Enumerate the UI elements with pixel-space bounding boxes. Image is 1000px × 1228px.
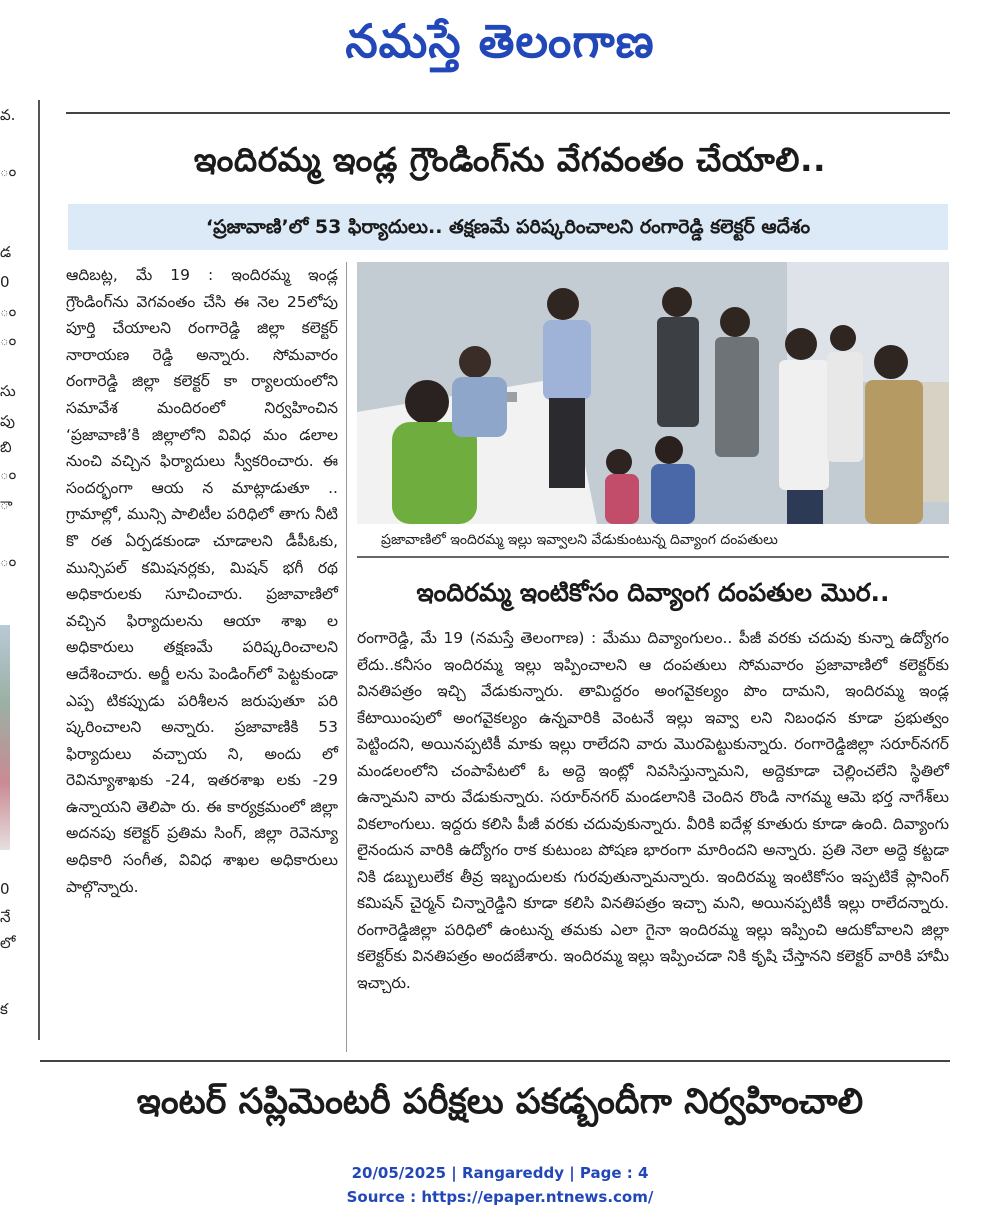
fragment-text: నే (0, 908, 11, 926)
fragment-text: ం (0, 331, 17, 349)
article-body: ఆదిబట్ల, మే 19 : ఇందిరమ్మ ఇండ్ల గ్రౌండింగ్‌ను వెగవంతం చేసి ఈ నెల 25లోపు పూర్తి చేయాలని రంగారెడ్డి జిల్లా కలెక్టర్ నారాయణ రెడ్డి అన్నారు. సోమవారం రంగారెడ్డి జిల్లా కలెక్టర్ కా ర్యాలయంలోని సమావేశ మందిరంలో నిర్వహించిన ‘ప్రజావాణి’కి జిల్లాలోని వివిధ మం డలాల నుంచి వచ్చిన ఫిర్యాదులు స్వీకరించారు. ఈ సందర్భంగా ఆయ న మాట్లాడుతూ .. గ్రామాల్లో, మున్సి పాలిటీల పరిధిలో తాగు నీటి కొ రత ఏర్పడకుండా చూడాలని డీపీఓకు, మున్సిపల్ కమిషనర్లకు, మిషన్ భగీ రథ అధికారులకు సూచించారు. ప్రజావాణిలో వచ్చిన ఫిర్యాదులను ఆయా శాఖ ల అధికారులు తక్షణమే పరిష్కరించాలని ఆదేశించారు. అర్జీ లను పెండింగ్‌లో పెట్టకుండా ఎప్ప టికప్పుడు పరిశీలన జరుపుతూ పరి ష్కరించాలని అన్నారు. ప్రజావాణికి 53 ఫిర్యాదులు వచ్చాయ ని, అందు లో రెవిన్యూశాఖకు -24, ఇతరశాఖ లకు -29 ఉన్నాయని తెలిపా రు. ఈ కార్యక్రమంలో జిల్లా అదనపు కలెక్టర్ ప్రతిమ సింగ్, జిల్లా రెవెన్యూ అధికారి సంగీత, వివిధ శాఖల అధికారులు పాల్గొన్నారు. (66, 266, 338, 896)
column-divider (38, 100, 40, 1040)
fragment-text: బి (0, 438, 12, 456)
fragment-text: లో (0, 934, 16, 952)
article-headline: ఇందిరమ్మ ఇండ్ల గ్రౌండింగ్‌ను వేగవంతం చేయాలి.. (193, 140, 827, 179)
fragment-text: ం (0, 465, 17, 483)
fragment-text: డ (0, 243, 12, 261)
section-divider (40, 1060, 950, 1062)
masthead-divider (66, 112, 950, 114)
adjacent-column-fragment (0, 100, 22, 1040)
newspaper-masthead: నమస్తే తెలంగాణ (345, 14, 655, 68)
caption-divider (357, 556, 949, 558)
fragment-text: క (0, 1000, 8, 1018)
column-divider (346, 262, 347, 1052)
fragment-text: 0 (0, 273, 10, 291)
footer-source-link[interactable]: Source : https://epaper.ntnews.com/ (346, 1188, 654, 1206)
fragment-text: ా (0, 495, 13, 513)
fragment-text: ం (0, 302, 17, 320)
photo-illustration (357, 262, 949, 524)
fragment-text: ం (0, 552, 17, 570)
fragment-text: ం (0, 162, 17, 180)
fragment-text: సు (0, 382, 16, 400)
adjacent-photo-fragment (0, 625, 10, 850)
article-subheadline: ‘ప్రజావాణి’లో 53 ఫిర్యాదులు.. తక్షణమే పరిష్కరించాలని రంగారెడ్డి కలెక్టర్ ఆదేశం (68, 204, 948, 250)
second-article-headline: ఇందిరమ్మ ఇంటికోసం దివ్యాంగ దంపతుల మొర.. (416, 578, 890, 607)
bottom-headline: ఇంటర్ సప్లిమెంటరీ పరీక్షలు పకడ్బందీగా నిర్వహించాలి (136, 1082, 864, 1122)
fragment-text: పు (0, 412, 15, 430)
fragment-text: వ. (0, 106, 16, 124)
news-photo (357, 262, 949, 524)
second-article-body: రంగారెడ్డి, మే 19 (నమస్తే తెలంగాణ) : మేము దివ్యాంగులం.. పీజీ వరకు చదువు కున్నా ఉద్యోగం లేదు..కనీసం ఇందిరమ్మ ఇల్లు ఇప్పించాలని ఆ దంపతులు సోమవారం ప్రజావాణిలో కలెక్టర్‌కు వినతిపత్రం ఇచ్చి వేడుకున్నారు. తామిద్దరం అంగవైకల్యం పొం దామని, ఇందిరమ్మ ఇండ్ల కేటాయింపులో అంగవైకల్యం ఉన్నవారికి వెంటనే ఇల్లు ఇవ్వా లని నిబంధన కూడా ప్రభుత్వం పెట్టిందని, అయినప్పటికీ మాకు ఇల్లు రాలేదని వారు మొరపెట్టుకున్నారు. రంగారెడ్డిజిల్లా సరూర్‌నగర్ మండలంలోని చంపాపేటలో ఓ అద్దె ఇంట్లో నివసిస్తున్నామని, అద్దెకూడా చెల్లించలేని స్థితిలో ఉన్నామని వారు వేడుకున్నారు. సరూర్‌నగర్ మండలానికి చెందిన రొండి నాగమ్మ ఆమె భర్త నాగేశ్‌లు వికలాంగులు. ఇద్దరు కలిసి పీజీ వరకు చదువుకున్నారు. వీరికి ఐదేళ్ల కూతురు కూడా ఉంది. దివ్యాంగు లైనందున వారికి ఉద్యోగం రాక కుటుంబ పోషణ భారంగా మారిందని అన్నారు. ప్రతి నెలా అద్దె కట్టడా నికి డబ్బులులేక తీవ్ర ఇబ్బందులకు గురవుతున్నామన్నారు. ఇందిరమ్మ ఇంటికోసం ఇప్పటికే ప్లానింగ్ కమిషన్ చైర్మన్ చిన్నారెడ్డిని కూడా కలిసి వినతిపత్రం ఇచ్చా మని, అయినప్పటికీ ఇల్లు రాలేదన్నారు. రంగారెడ్డిజిల్లా పరిధిలో ఉంటున్న తమకు ఎలా గైనా ఇందిరమ్మ ఇల్లు ఇప్పించి ఆదుకోవాలని జిల్లా కలెక్టర్‌కు వినతిపత్రం అందజేశారు. ఇందిరమ్మ ఇల్లు ఇప్పించడా నికి కృషి చేస్తానని కలెక్టర్ వారికి హామీ ఇచ్చారు. (357, 629, 949, 992)
fragment-text: 0 (0, 880, 10, 898)
photo-caption: ప్రజావాణిలో ఇందిరమ్మ ఇల్లు ఇవ్వాలని వేడుకుంటున్న దివ్యాంగ దంపతులు (381, 532, 778, 548)
footer-date-line: 20/05/2025 | Rangareddy | Page : 4 (351, 1164, 649, 1182)
